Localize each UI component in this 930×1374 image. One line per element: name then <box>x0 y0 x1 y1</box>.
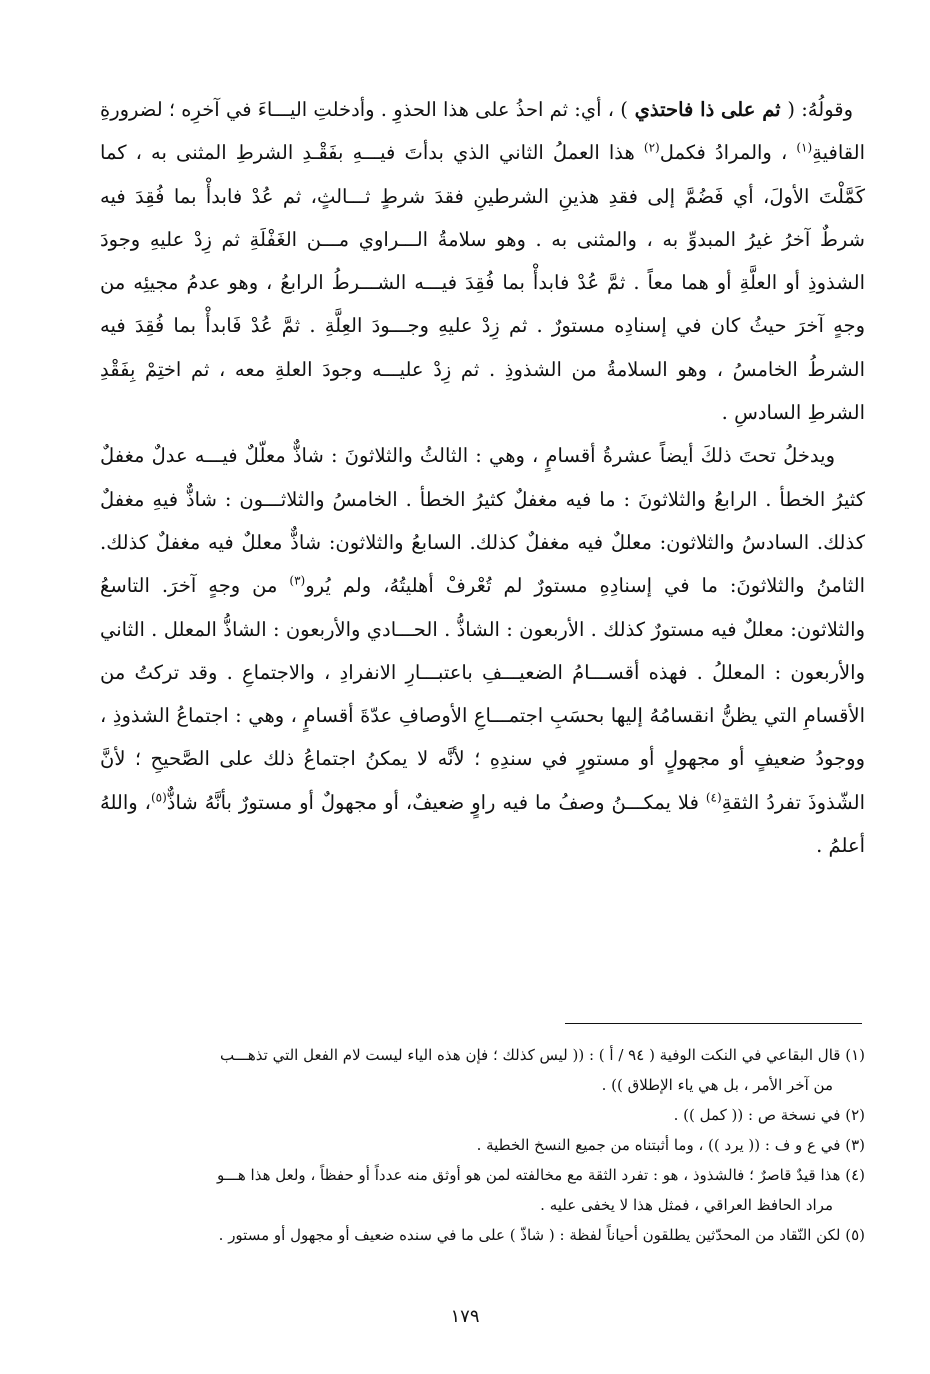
footnote-4 <box>100 1160 865 1220</box>
footnotes-section <box>100 1040 865 1250</box>
footnote-ref-1[interactable]: (١) <box>796 140 813 155</box>
p2-text-b: من وجهٍ آخرَ. التاسعُ والثلاثون: معللٌ فيه مستورٌ كذلك . الأربعون : الشاذُّ . الحـــادي والأربعون : الشاذُّ المعلل . الثاني والأربعون : المعللُ . فهذه أقســـامُ الضعيـــفِ باعتبـــارِ الانفرادِ ، والاجتماعِ . وقد تركتُ من الأقسامِ التي يظنُّ انقسامُهُ إليها بحسَبِ اجتمـــاعِ الأوصافِ عدّةَ أقسامٍ ، وهي : اجتماعُ الشذوذِ ، ووجودُ ضعيفٍ أو مجهولٍ أو مستورٍ في سندِهِ ؛ لأنَّه لا يمكنُ اجتماعُ ذلك على الصَّحيحِ ؛ لأنَّ الشّذوذَ تفردُ الثقةِ <box>100 574 865 814</box>
p1-before: وقولُهُ: ( <box>787 98 854 121</box>
footnote-5: (٥) لكن النّقاد من المحدّثين يطلقون أحياناً لفظة : ( شاذّ ) على ما في سنده ضعيف أو مجهول أو مستور . <box>218 1226 865 1244</box>
paragraph-2 <box>100 434 865 867</box>
footnote-ref-5[interactable]: (٥) <box>150 790 167 805</box>
footnote-4-text: (٤) هذا قيدٌ قاصرٌ ؛ فالشذوذ ، هو : تفرد الثقة مع مخالفته لمن هو أوثق منه عدداً أو حفظاً ، ولعل هذا هـــو <box>216 1166 865 1184</box>
p2-text-a: ويدخلُ تحتَ ذلكَ أيضاً عشرةُ أقسامٍ ، وهي : الثالثُ والثلاثونَ : شاذٌّ معلّلٌ فيـــه عدلٌ مغفلٌ كثيرُ الخطأ . الرابعُ والثلاثونَ : ما فيه مغفلٌ كثيرُ الخطأ . الخامسُ والثلاثـــون : شاذٌّ فيهِ مغفلٌ كذلك. السادسُ والثلاثون: معللٌ فيه مغفلٌ كذلك. السابعُ والثلاثون: شاذٌّ معللٌ فيه مغفلٌ كذلك. الثامنُ والثلاثونَ: ما في إسنادِهِ مستورٌ لم تُعْرفْ أهليتُهُ، ولم يُرو <box>100 444 865 598</box>
footnote-separator <box>565 1023 862 1024</box>
p1-after-verse: ) ، أي: ثم احذُ على هذا الحذوِ . وأدخلتِ اليـــاءَ في آخرِه ؛ لضرورةِ القافيةِ <box>100 98 865 165</box>
p2-text-c: فلا يمكـــنُ وصفُ ما فيه راوٍ ضعيفٌ، أو مجهولٌ أو مستورٌ بأنَّهُ شاذٌّ <box>166 790 706 814</box>
page-number: ١٧٩ <box>450 1306 480 1327</box>
footnote-4-continuation: مراد الحافظ العراقي ، فمثل هذا لا يخفى عليه . <box>540 1196 833 1214</box>
footnote-1-continuation: من آخر الأمر ، بل هي ياء الإطلاق )) . <box>601 1076 833 1094</box>
paragraph-1 <box>100 88 865 434</box>
p2-text-d: ، واللهُ أعلمُ . <box>100 790 865 858</box>
footnote-ref-3[interactable]: (٣) <box>289 573 306 588</box>
footnote-ref-4[interactable]: (٤) <box>705 790 722 805</box>
verse-quote: ثم على ذا فاحتذي <box>627 98 788 121</box>
footnote-2: (٢) في نسخة ص : (( كمل )) . <box>673 1106 865 1124</box>
footnote-1-text: (١) قال البقاعي في النكت الوفية ( ٩٤ / أ ) : (( ليس كذلك ؛ فإن هذه الياء ليست لام الفعل التي تذهـــب <box>219 1046 865 1064</box>
footnote-ref-2[interactable]: (٢) <box>643 140 660 155</box>
footnote-1 <box>100 1040 865 1100</box>
p1-rest: هذا العملُ الثاني الذي بدأتَ فيـــهِ بفَقْـدِ الشرطِ المثنى به ، كما كَمَّلْتَ الأولَ، أي فَضُمَّ إلى فقدِ هذينِ الشرطينِ فقدَ شرطٍ ثـــالثٍ، ثم عُدْ فابدأْ بما فُقِدَ فيه شرطٌ آخرُ غيرُ المبدوِّ به ، والمثنى به . وهو سلامةُ الـــراوي مـــن الغَفْلَةِ ثم زِدْ عليهِ وجودَ الشذوذِ أو العلَّةِ أو هما معاً . ثمَّ عُدْ فابدأْ بما فُقِدَ فيـــه الشـــرطُ الرابعُ ، وهو عدمُ مجيئِه من وجهٍ آخرَ حيثُ كان في إسنادِه مستورٌ . ثم زِدْ عليهِ وجـــودَ العِلَّةِ . ثمَّ عُدْ فَابدأْ بما فُقِدَ فيه الشرطُ الخامسُ ، وهو السلامةُ من الشذوذِ . ثم زِدْ عليـــه وجودَ العلةِ معه ، ثم اختِمْ بِفَقْدِ الشرطِ السادسِ . <box>100 141 865 425</box>
footnote-3: (٣) في ع و ف : (( يرد )) ، وما أثبتناه من جميع النسخ الخطية . <box>476 1136 865 1154</box>
p1-mid: ، والمرادُ فكمل <box>659 141 797 165</box>
main-text-body <box>100 88 865 867</box>
